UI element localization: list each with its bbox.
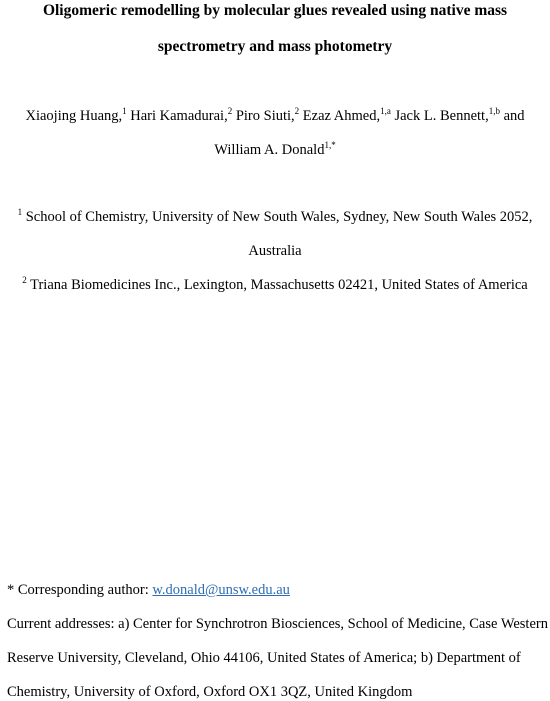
author-name: William A. Donald <box>214 142 325 158</box>
author-list-line-2 <box>0 142 550 159</box>
corresponding-author <box>7 582 290 599</box>
corresponding-email-link[interactable]: w.donald@unsw.edu.au <box>152 582 290 598</box>
corresponding-author-label: * Corresponding author: <box>7 582 153 598</box>
affiliation-1-line-1 <box>0 209 550 226</box>
current-addresses-line-2: Reserve University, Cleveland, Ohio 44106, United States of America; b) Department of <box>7 650 521 666</box>
author-affiliation-mark: 1,b <box>488 106 500 117</box>
affiliation-mark: 1 <box>17 207 23 218</box>
current-addresses-line-3: Chemistry, University of Oxford, Oxford OX1 3QZ, United Kingdom <box>7 684 413 700</box>
paper-title-line-2: spectrometry and mass photometry <box>157 38 393 55</box>
paper-title-line-1: Oligomeric remodelling by molecular glues revealed using native mass <box>42 2 508 19</box>
author-affiliation-mark: 2 <box>227 106 233 117</box>
affiliation-2 <box>0 277 550 294</box>
affiliation-text: Triana Biomedicines Inc., Lexington, Massachusetts 02421, United States of America <box>30 277 528 293</box>
author-affiliation-mark: 2 <box>294 106 300 117</box>
author-name: Piro Siuti, <box>235 108 295 124</box>
affiliation-mark: 2 <box>22 275 27 286</box>
author-conjunction: and <box>503 108 525 124</box>
author-affiliation-mark: 1 <box>122 106 127 117</box>
author-name: Ezaz Ahmed, <box>302 108 381 124</box>
affiliation-text: School of Chemistry, University of New South Wales, Sydney, New South Wales 2052, <box>25 209 533 225</box>
author-affiliation-mark: 1,a <box>380 106 391 117</box>
current-addresses-line-1: Current addresses: a) Center for Synchrotron Biosciences, School of Medicine, Case Western <box>7 616 548 632</box>
author-name: Hari Kamadurai, <box>130 108 228 124</box>
affiliation-1-line-2: Australia <box>248 243 302 259</box>
author-list-line-1 <box>0 108 550 125</box>
author-name: Xiaojing Huang, <box>25 108 123 124</box>
author-affiliation-mark: 1,* <box>324 140 336 151</box>
author-name: Jack L. Bennett, <box>394 108 489 124</box>
